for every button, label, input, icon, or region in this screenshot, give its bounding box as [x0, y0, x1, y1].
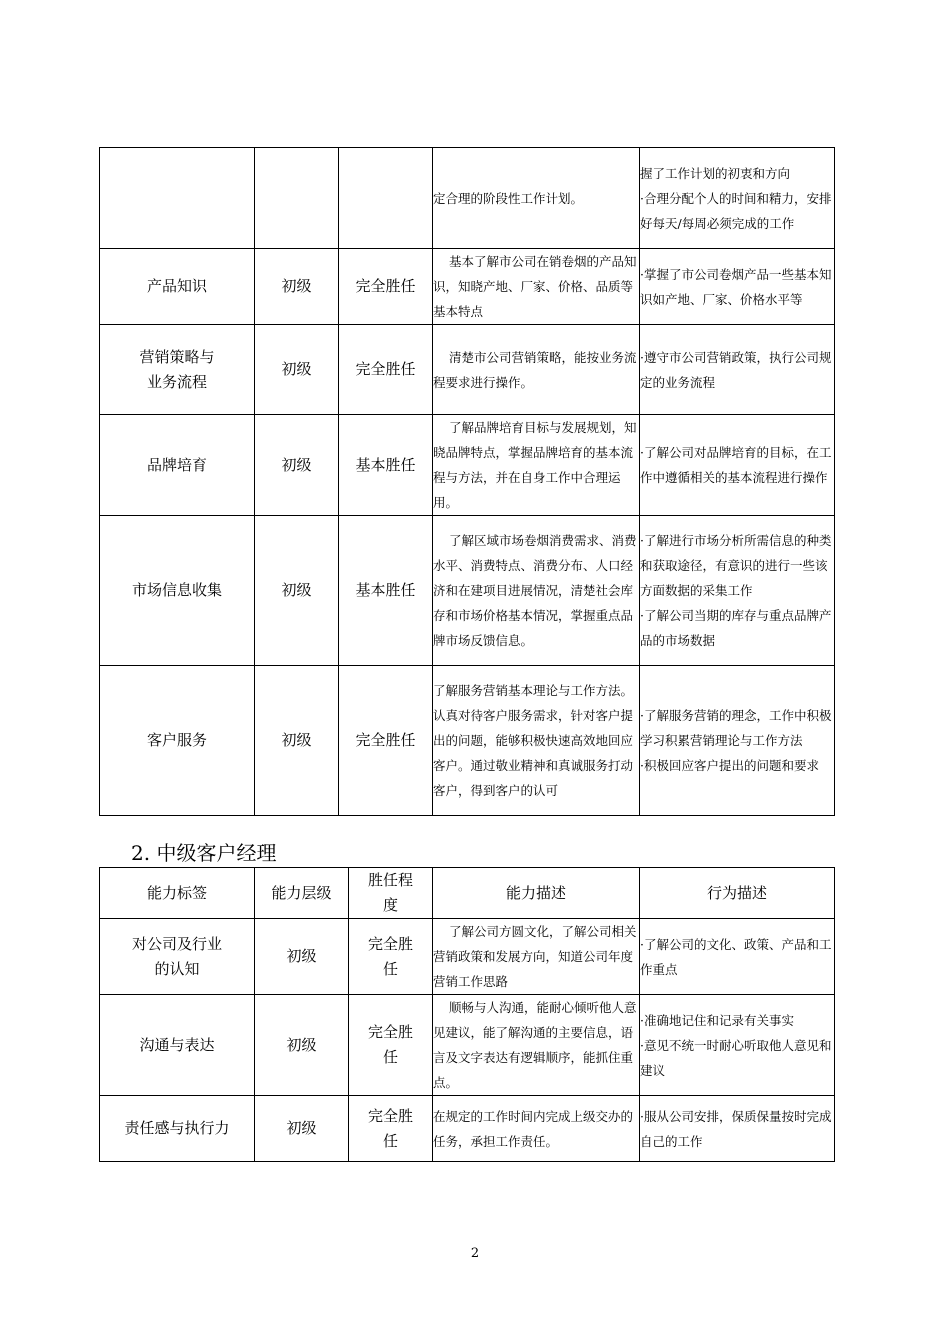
table-row [100, 249, 835, 325]
fit-line: 完全胜任 [355, 360, 416, 378]
section-title: 2. 中级客户经理 [131, 841, 277, 865]
label-cell [100, 919, 255, 995]
description-text: 了解公司方圆文化，了解公司相关营销政策和发展方向，知道公司年度营销工作思路 [433, 924, 637, 989]
level-cell: 初级 [255, 995, 349, 1096]
level-cell: 初级 [255, 919, 349, 995]
fit-line: 完全胜任 [355, 731, 416, 749]
behavior-line: ·了解公司的文化、政策、产品和工作重点 [640, 936, 832, 977]
level-cell: 初级 [255, 516, 339, 666]
description-cell [433, 415, 640, 516]
fit-line: 任 [382, 1131, 398, 1150]
label-line: 市场信息收集 [131, 581, 222, 599]
fit-cell [349, 995, 433, 1096]
behavior-cell [640, 1096, 835, 1162]
label-line: 产品知识 [146, 277, 207, 295]
description-text: 了解区域市场卷烟消费需求、消费水平、消费特点、消费分布、人口经济和在建项目进展情况，清楚社会库存和市场价格基本情况，掌握重点品牌市场反馈信息。 [433, 533, 637, 648]
competency-table-junior [99, 147, 835, 816]
description-cell [433, 516, 640, 666]
header-fit [349, 868, 433, 919]
fit-line: 完全胜 [367, 1106, 413, 1125]
behavior-line: ·合理分配个人的时间和精力，安排好每天/每周必须完成的工作 [640, 190, 832, 231]
header-behavior: 行为描述 [640, 868, 835, 919]
behavior-line: ·遵守市公司营销政策，执行公司规定的业务流程 [640, 349, 832, 390]
fit-line: 基本胜任 [355, 455, 416, 474]
fit-line: 基本胜任 [355, 581, 416, 599]
behavior-cell [640, 666, 835, 816]
header-label: 能力标签 [100, 868, 255, 919]
table-row [100, 666, 835, 816]
description-text: 基本了解市公司在销卷烟的产品知识，知晓产地、厂家、价格、品质等基本特点 [433, 254, 637, 319]
fit-line: 任 [382, 959, 398, 978]
behavior-line: ·了解公司对品牌培育的目标，在工作中遵循相关的基本流程进行操作 [640, 445, 832, 485]
behavior-cell [640, 148, 835, 249]
behavior-line: ·准确地记住和记录有关事实 [640, 1012, 794, 1028]
fit-line: 完全胜 [367, 1023, 413, 1041]
behavior-line: ·了解进行市场分析所需信息的种类和获取途径，有意识的进行一些该方面数据的采集工作 [640, 533, 832, 598]
label-cell [100, 995, 255, 1096]
label-cell [100, 516, 255, 666]
page-number: 2 [470, 1246, 480, 1261]
label-line: 沟通与表达 [139, 1035, 215, 1054]
label-cell [100, 666, 255, 816]
behavior-line: ·了解公司当期的库存与重点品牌产品的市场数据 [640, 608, 832, 648]
competency-table-intermediate [99, 867, 835, 1162]
description-cell: 定合理的阶段性工作计划。 [433, 148, 640, 249]
behavior-line: ·掌握了市公司卷烟产品一些基本知识如产地、厂家、价格水平等 [640, 266, 832, 307]
description-text: 清楚市公司营销策略，能按业务流程要求进行操作。 [433, 349, 637, 390]
level-cell: 初级 [255, 415, 339, 516]
table-row [100, 516, 835, 666]
label-cell [100, 415, 255, 516]
label-line: 品牌培育 [146, 455, 207, 474]
description-text: 顺畅与人沟通，能耐心倾听他人意见建议，能了解沟通的主要信息，语言及文字表达有逻辑顺序，能抓住重点。 [433, 1000, 637, 1090]
fit-line: 完全胜 [367, 934, 413, 953]
fit-line: 任 [382, 1048, 398, 1066]
fit-cell [339, 325, 433, 415]
fit-line: 完全胜任 [355, 277, 416, 295]
label-cell [100, 325, 255, 415]
behavior-cell [640, 995, 835, 1096]
behavior-line: ·服从公司安排，保质保量按时完成自己的工作 [640, 1108, 832, 1149]
description-cell [433, 325, 640, 415]
label-line: 客户服务 [146, 731, 207, 749]
level-cell: 初级 [255, 666, 339, 816]
behavior-line: ·积极回应客户提出的问题和要求 [640, 758, 819, 773]
table-row [100, 415, 835, 516]
fit-cell [339, 249, 433, 325]
fit-cell [349, 919, 433, 995]
label-line: 对公司及行业 [131, 934, 222, 953]
label-cell [100, 1096, 255, 1162]
header-fit-line: 胜任程 [367, 871, 413, 889]
level-cell: 初级 [255, 325, 339, 415]
description-text: 了解品牌培育目标与发展规划，知晓品牌特点，掌握品牌培育的基本流程与方法，并在自身工作中合理运用。 [433, 420, 637, 510]
description-cell: 在规定的工作时间内完成上级交办的任务，承担工作责任。 [433, 1096, 640, 1162]
description-cell [433, 995, 640, 1096]
table-header-row [100, 868, 835, 919]
level-cell: 初级 [255, 249, 339, 325]
level-cell: 初级 [255, 1096, 349, 1162]
header-fit-line: 度 [382, 896, 398, 914]
label-cell [100, 249, 255, 325]
label-line: 责任感与执行力 [124, 1119, 230, 1137]
table-row [100, 919, 835, 995]
header-level: 能力层级 [255, 868, 349, 919]
fit-cell [349, 1096, 433, 1162]
behavior-cell [640, 516, 835, 666]
behavior-line: ·了解服务营销的理念，工作中积极学习积累营销理论与工作方法 [640, 708, 832, 748]
label-line: 业务流程 [146, 372, 207, 391]
table-row [100, 1096, 835, 1162]
table-row [100, 995, 835, 1096]
description-cell [433, 249, 640, 325]
level-cell [255, 148, 339, 249]
table-row [100, 148, 835, 249]
behavior-cell [640, 919, 835, 995]
fit-cell [339, 148, 433, 249]
behavior-cell [640, 249, 835, 325]
behavior-line: ·意见不统一时耐心听取他人意见和建议 [640, 1037, 832, 1078]
fit-cell [339, 666, 433, 816]
header-description: 能力描述 [433, 868, 640, 919]
behavior-cell [640, 415, 835, 516]
label-line: 的认知 [154, 959, 200, 978]
behavior-cell [640, 325, 835, 415]
description-cell [433, 919, 640, 995]
description-cell: 了解服务营销基本理论与工作方法。认真对待客户服务需求，针对客户提出的问题，能够积极快速高效地回应客户。通过敬业精神和真诚服务打动客户，得到客户的认可 [433, 666, 640, 816]
fit-cell [339, 516, 433, 666]
table-row [100, 325, 835, 415]
fit-cell [339, 415, 433, 516]
label-line: 营销策略与 [139, 347, 215, 366]
behavior-line: 握了工作计划的初衷和方向 [640, 165, 791, 181]
label-cell [100, 148, 255, 249]
